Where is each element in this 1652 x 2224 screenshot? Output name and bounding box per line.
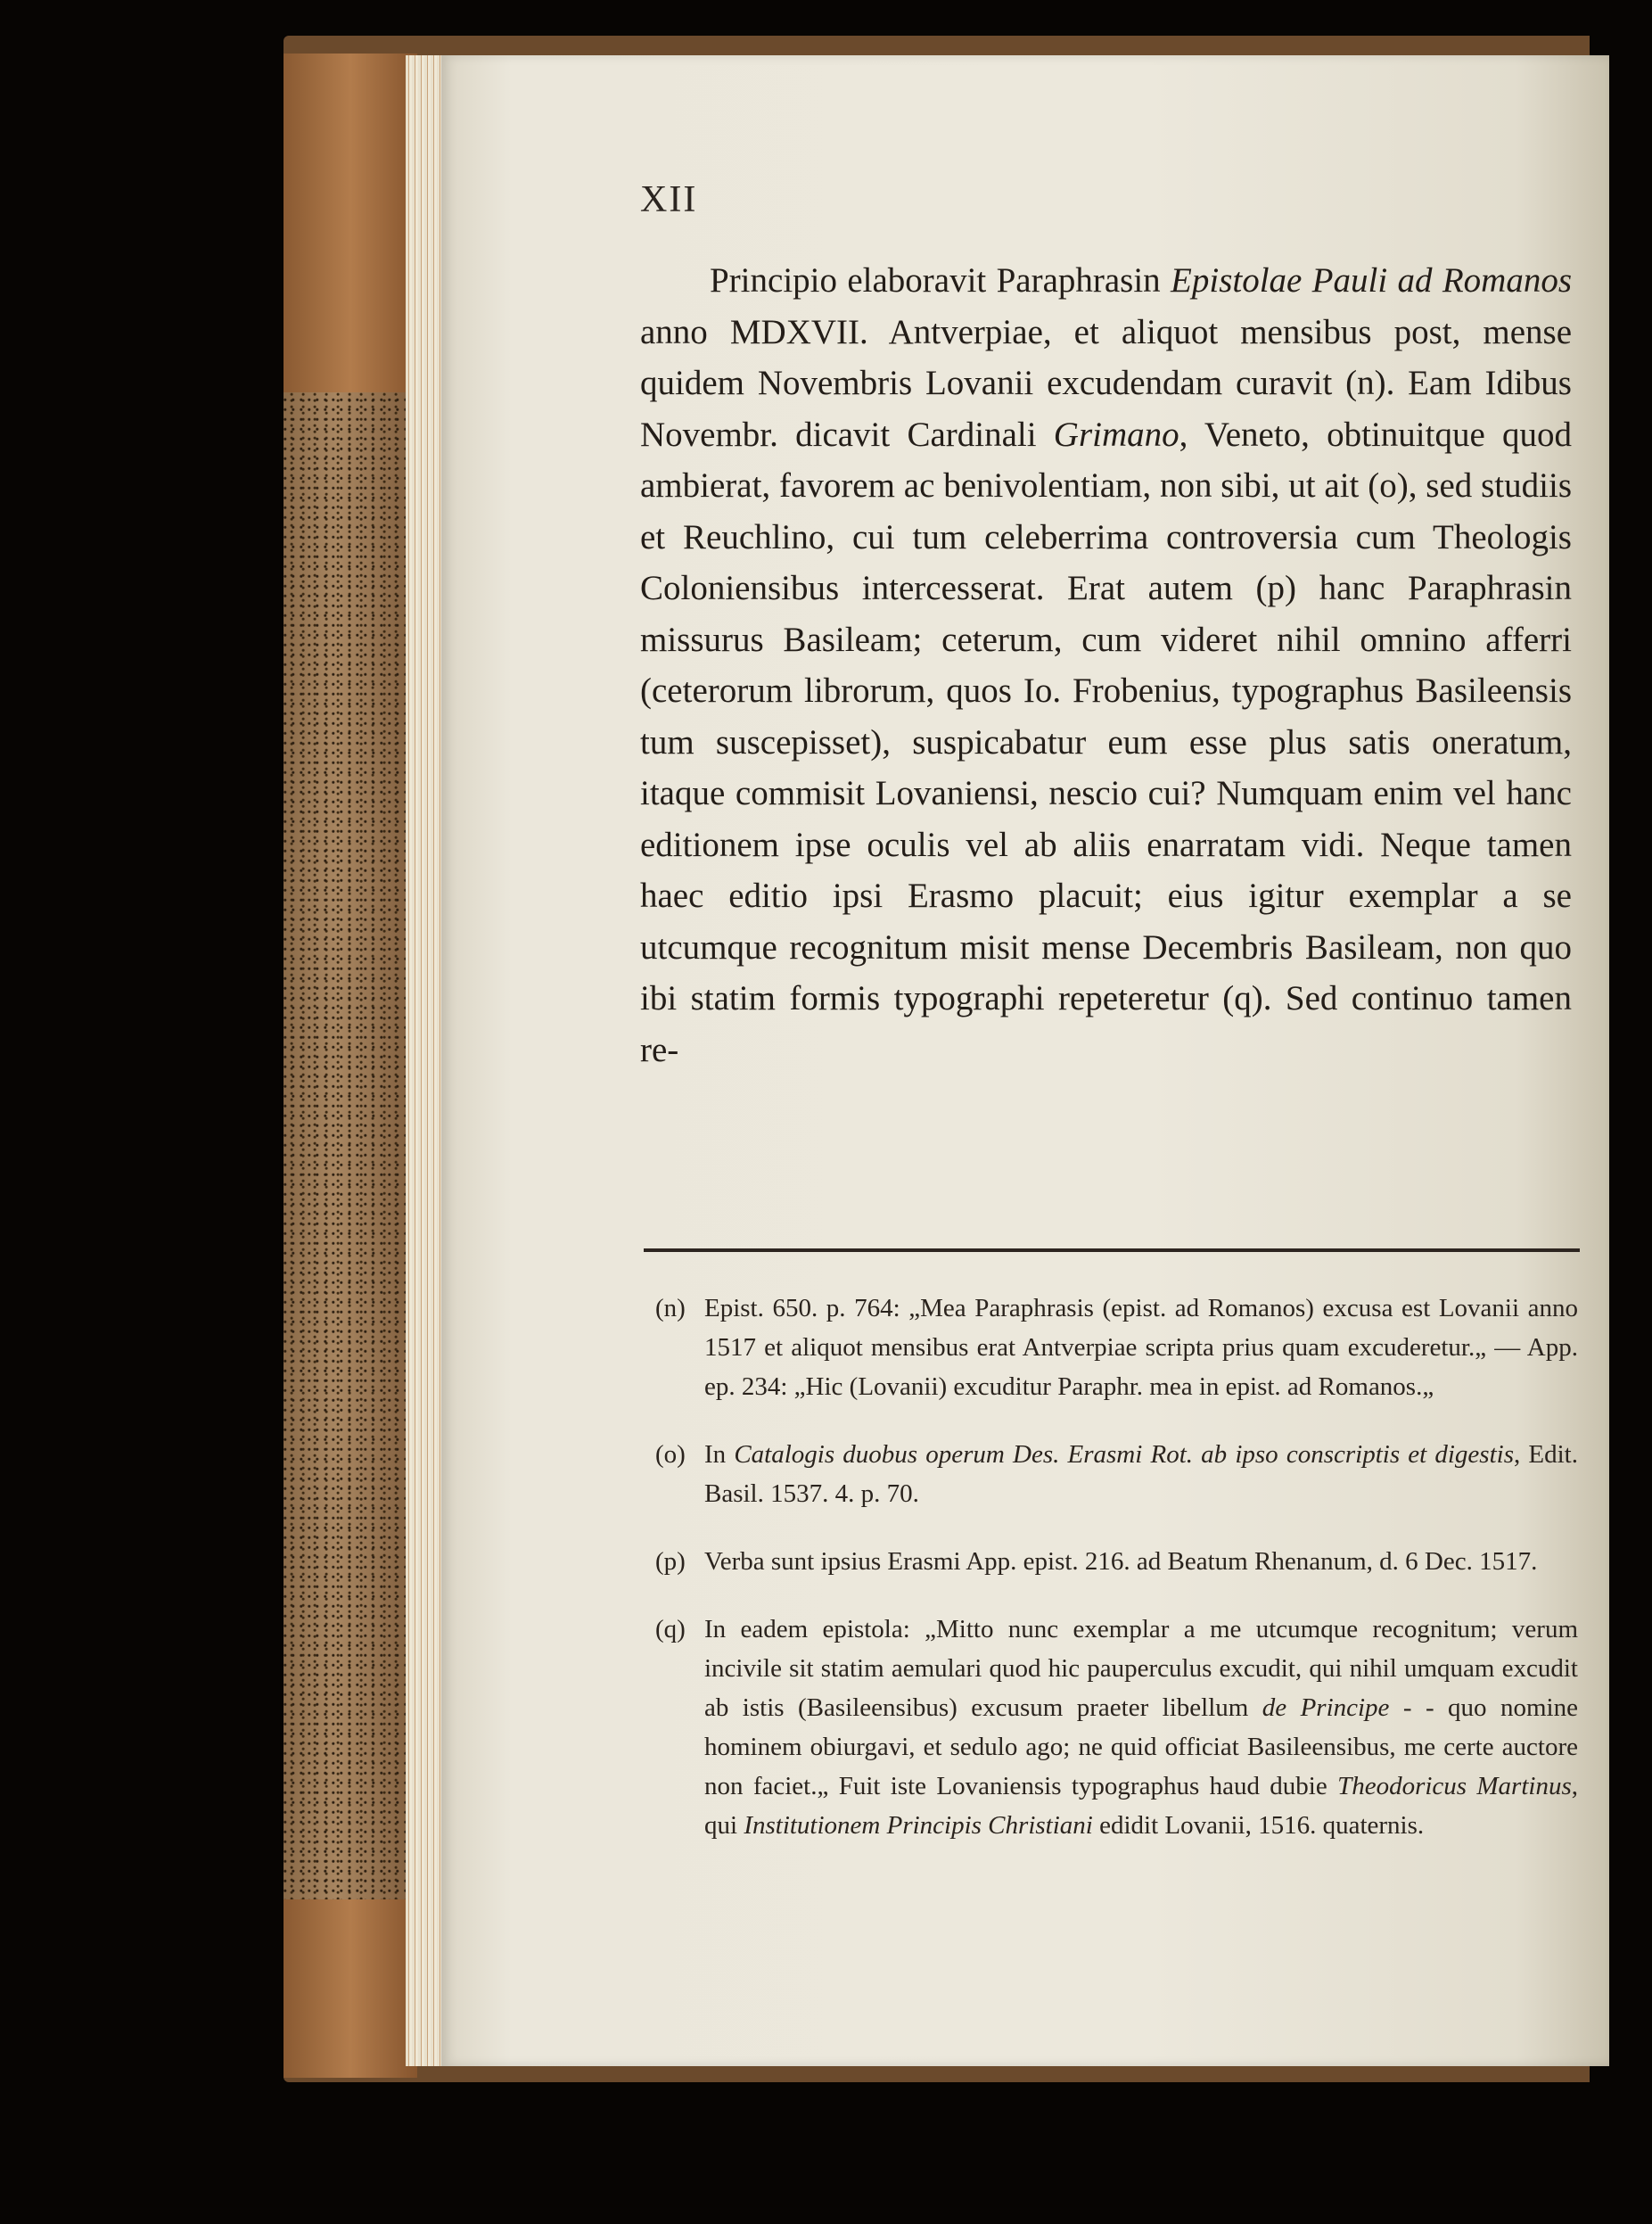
footnote-label: (o) bbox=[655, 1440, 686, 1469]
leather-spine-top bbox=[284, 54, 417, 392]
footnote-italic-segment: Institutionem Principis Christiani bbox=[744, 1811, 1093, 1840]
footnote-text-segment: , Edit. Basil. 1537. 4. p. 70. bbox=[704, 1440, 1578, 1508]
footnote-text-segment: In eadem epistola: „Mitto nunc exemplar a me utcumque recognitum; verum incivile sit statim aemulari quod hic pauperculus excudit, qui nihil umquam excudit ab istis (Basileensibus) excusum praeter libellum bbox=[704, 1615, 1578, 1722]
footnote-italic-segment: Catalogis duobus operum Des. Erasmi Rot. ab ipso conscriptis et digestis bbox=[734, 1440, 1514, 1469]
text-segment: Principio elaboravit Paraphrasin bbox=[710, 261, 1171, 300]
footnote-label: (n) bbox=[655, 1294, 686, 1322]
footnote-italic-segment: de Principe bbox=[1262, 1693, 1390, 1722]
text-segment: anno MDXVII. Antverpiae, et aliquot mensibus post, mense quidem Novembris Lovanii excudendam curavit (n). Eam Idibus Novembr. dicavit Cardinali bbox=[640, 312, 1572, 454]
footnote-label: (p) bbox=[655, 1547, 686, 1576]
footnotes bbox=[655, 1289, 1578, 1874]
footnote-text-segment: edidit Lovanii, 1516. quaternis. bbox=[1092, 1811, 1425, 1840]
main-paragraph bbox=[640, 255, 1572, 1218]
footnote-text-segment: Verba sunt ipsius Erasmi App. epist. 216. ad Beatum Rhenanum, d. 6 Dec. 1517. bbox=[704, 1547, 1538, 1576]
footnote bbox=[655, 1610, 1578, 1845]
page-number: XII bbox=[640, 179, 698, 220]
footnote-label: (q) bbox=[655, 1615, 686, 1643]
footnote-text-segment: In bbox=[704, 1440, 735, 1469]
footnote bbox=[655, 1289, 1578, 1406]
italic-text-segment: Epistolae Pauli ad Romanos bbox=[1171, 261, 1572, 300]
footnote-rule bbox=[644, 1248, 1580, 1252]
footnote bbox=[655, 1435, 1578, 1513]
footnote-text-segment: , qui bbox=[704, 1772, 1578, 1840]
page-edges bbox=[406, 55, 446, 2066]
text-segment: , Veneto, obtinuitque quod ambierat, favorem ac benivolentiam, non sibi, ut ait (o), sed studiis et Reuchlino, cui tum celeberrima controversia cum Theologis Coloniensibus intercesserat. Erat autem (p) hanc Paraphrasin missurus Basileam; ceterum, cum videret nihil omnino afferri (ceterorum librorum, quos Io. Frobenius, typographus Basileensis tum suscepisset), suspicabatur eum esse plus satis oneratum, itaque commisit Lovaniensi, nescio cui? Numquam enim vel hanc editionem ipse oculis vel ab aliis enarratam vidi. Neque tamen haec editio ipsi Erasmo placuit; eius igitur exemplar a se utcumque recognitum misit mense Decembris Basileam, non quo ibi statim formis typographi repeteretur (q). Sed continuo tamen re- bbox=[640, 415, 1572, 1069]
italic-text-segment: Grimano bbox=[1053, 415, 1179, 454]
footnote-italic-segment: Theodoricus Martinus bbox=[1337, 1772, 1572, 1800]
leather-spine-bottom bbox=[284, 1899, 417, 2078]
footnote-text-segment: - - quo nomine hominem obiurgavi, et sedulo ago; ne quid officiat Basileensibus, me certe auctore non faciet.„ Fuit iste Lovaniensis typographus haud dubie bbox=[704, 1693, 1578, 1800]
footnote-text-segment: Epist. 650. p. 764: „Mea Paraphrasis (epist. ad Romanos) excusa est Lovanii anno 1517 et aliquot mensibus erat Antverpiae scripta prius quam excuderetur.„ — App. ep. 234: „Hic (Lovanii) excuditur Paraphr. mea in epist. ad Romanos.„ bbox=[704, 1294, 1578, 1401]
footnote bbox=[655, 1542, 1578, 1581]
